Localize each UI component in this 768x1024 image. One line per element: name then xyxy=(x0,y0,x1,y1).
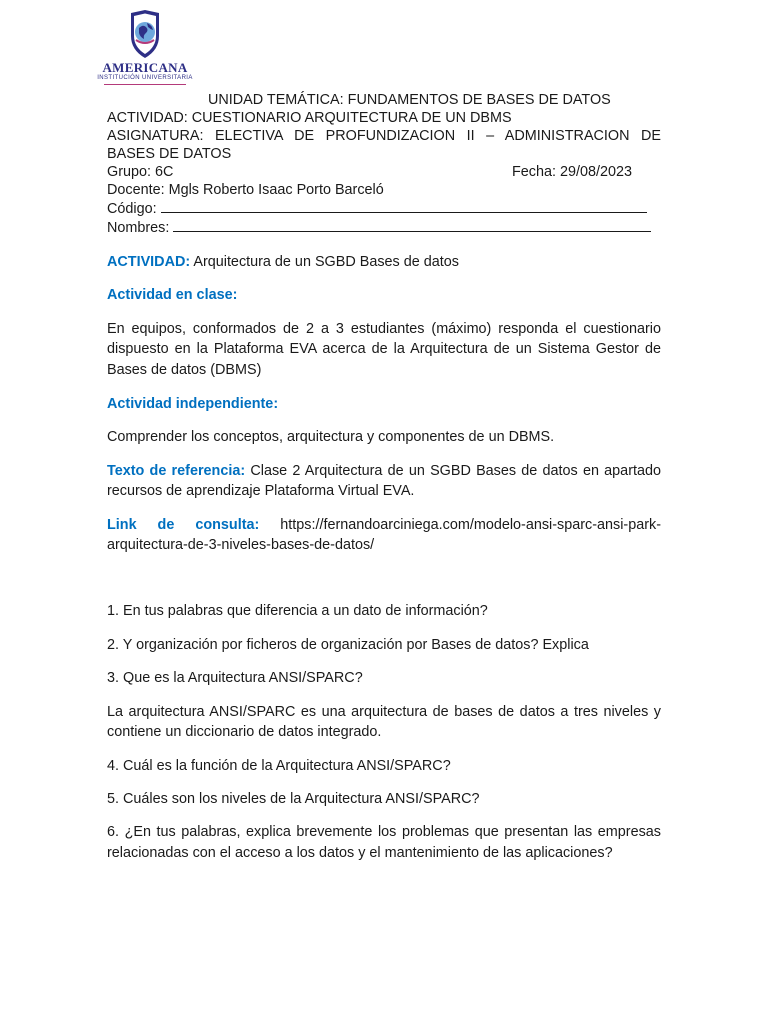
codigo-field[interactable] xyxy=(161,199,647,213)
referencia-paragraph xyxy=(107,461,661,502)
nombres-row xyxy=(107,218,661,237)
docente-line: Docente: Mgls Roberto Isaac Porto Barceló xyxy=(107,182,384,198)
unidad-line: UNIDAD TEMÁTICA: FUNDAMENTOS DE BASES DE DATOS xyxy=(208,92,611,108)
clase-label: Actividad en clase: xyxy=(107,287,238,304)
independiente-label: Actividad independiente: xyxy=(107,396,279,413)
asignatura-line-2: BASES DE DATOS xyxy=(107,146,232,162)
logo-subtitle: INSTITUCIÓN UNIVERSITARIA xyxy=(97,75,193,81)
clase-text: En equipos, conformados de 2 a 3 estudiantes (máximo) responda el cuestionario dispuesto en la Plataforma EVA acerca de la Arquitectura de un Sistema Gestor de Bases de datos (DBMS) xyxy=(107,320,661,378)
grupo-fecha-row xyxy=(107,163,661,181)
answer-3: La arquitectura ANSI/SPARC es una arquitectura de bases de datos a tres niveles y contiene un diccionario de datos integrado. xyxy=(107,703,661,741)
asignatura-line: ASIGNATURA: ELECTIVA DE PROFUNDIZACION II – ADMINISTRACION DE xyxy=(107,128,661,144)
question-2: 2. Y organización por ficheros de organización por Bases de datos? Explica xyxy=(107,636,589,653)
question-4: 4. Cuál es la función de la Arquitectura ANSI/SPARC? xyxy=(107,757,451,774)
referencia-label: Texto de referencia: xyxy=(107,462,246,479)
actividad-label: ACTIVIDAD: xyxy=(107,254,191,270)
shield-globe-icon xyxy=(96,10,194,60)
link-url[interactable]: https://fernandoarciniega.com/modelo-ansi-sparc-ansi-park-arquitectura-de-3-niveles-bases-de-datos/ xyxy=(107,516,661,554)
institution-logo xyxy=(96,10,194,90)
actividad-text: Arquitectura de un SGBD Bases de datos xyxy=(190,254,459,270)
question-6: 6. ¿En tus palabras, explica brevemente los problemas que presentan las empresas relacionadas con el acceso a los datos y el mantenimiento de las aplicaciones? xyxy=(107,824,661,861)
referencia-text: Clase 2 Arquitectura de un SGBD Bases de datos en apartado recursos de aprendizaje Plataforma Virtual EVA. xyxy=(107,462,661,500)
grupo-label: Grupo: 6C xyxy=(107,164,174,180)
question-1: 1. En tus palabras que diferencia a un dato de información? xyxy=(107,603,488,620)
fecha-label: Fecha: 29/08/2023 xyxy=(511,164,632,180)
document-body xyxy=(107,252,661,863)
actividad-paragraph xyxy=(107,252,661,272)
codigo-label: Código: xyxy=(107,201,157,217)
clase-heading xyxy=(107,285,661,305)
independiente-heading xyxy=(107,394,661,414)
actividad-line: ACTIVIDAD: CUESTIONARIO ARQUITECTURA DE UN DBMS xyxy=(107,110,512,126)
link-label: Link de consulta: xyxy=(107,516,260,533)
link-paragraph xyxy=(107,515,661,556)
question-3: 3. Que es la Arquitectura ANSI/SPARC? xyxy=(107,670,363,687)
nombres-label: Nombres: xyxy=(107,220,170,236)
logo-divider xyxy=(104,84,186,85)
codigo-row xyxy=(107,199,661,218)
logo-name: AMERICANA xyxy=(102,60,188,75)
document-header xyxy=(107,91,661,237)
independiente-text: Comprender los conceptos, arquitectura y componentes de un DBMS. xyxy=(107,429,555,446)
question-5: 5. Cuáles son los niveles de la Arquitectura ANSI/SPARC? xyxy=(107,790,480,807)
nombres-field[interactable] xyxy=(173,218,651,232)
